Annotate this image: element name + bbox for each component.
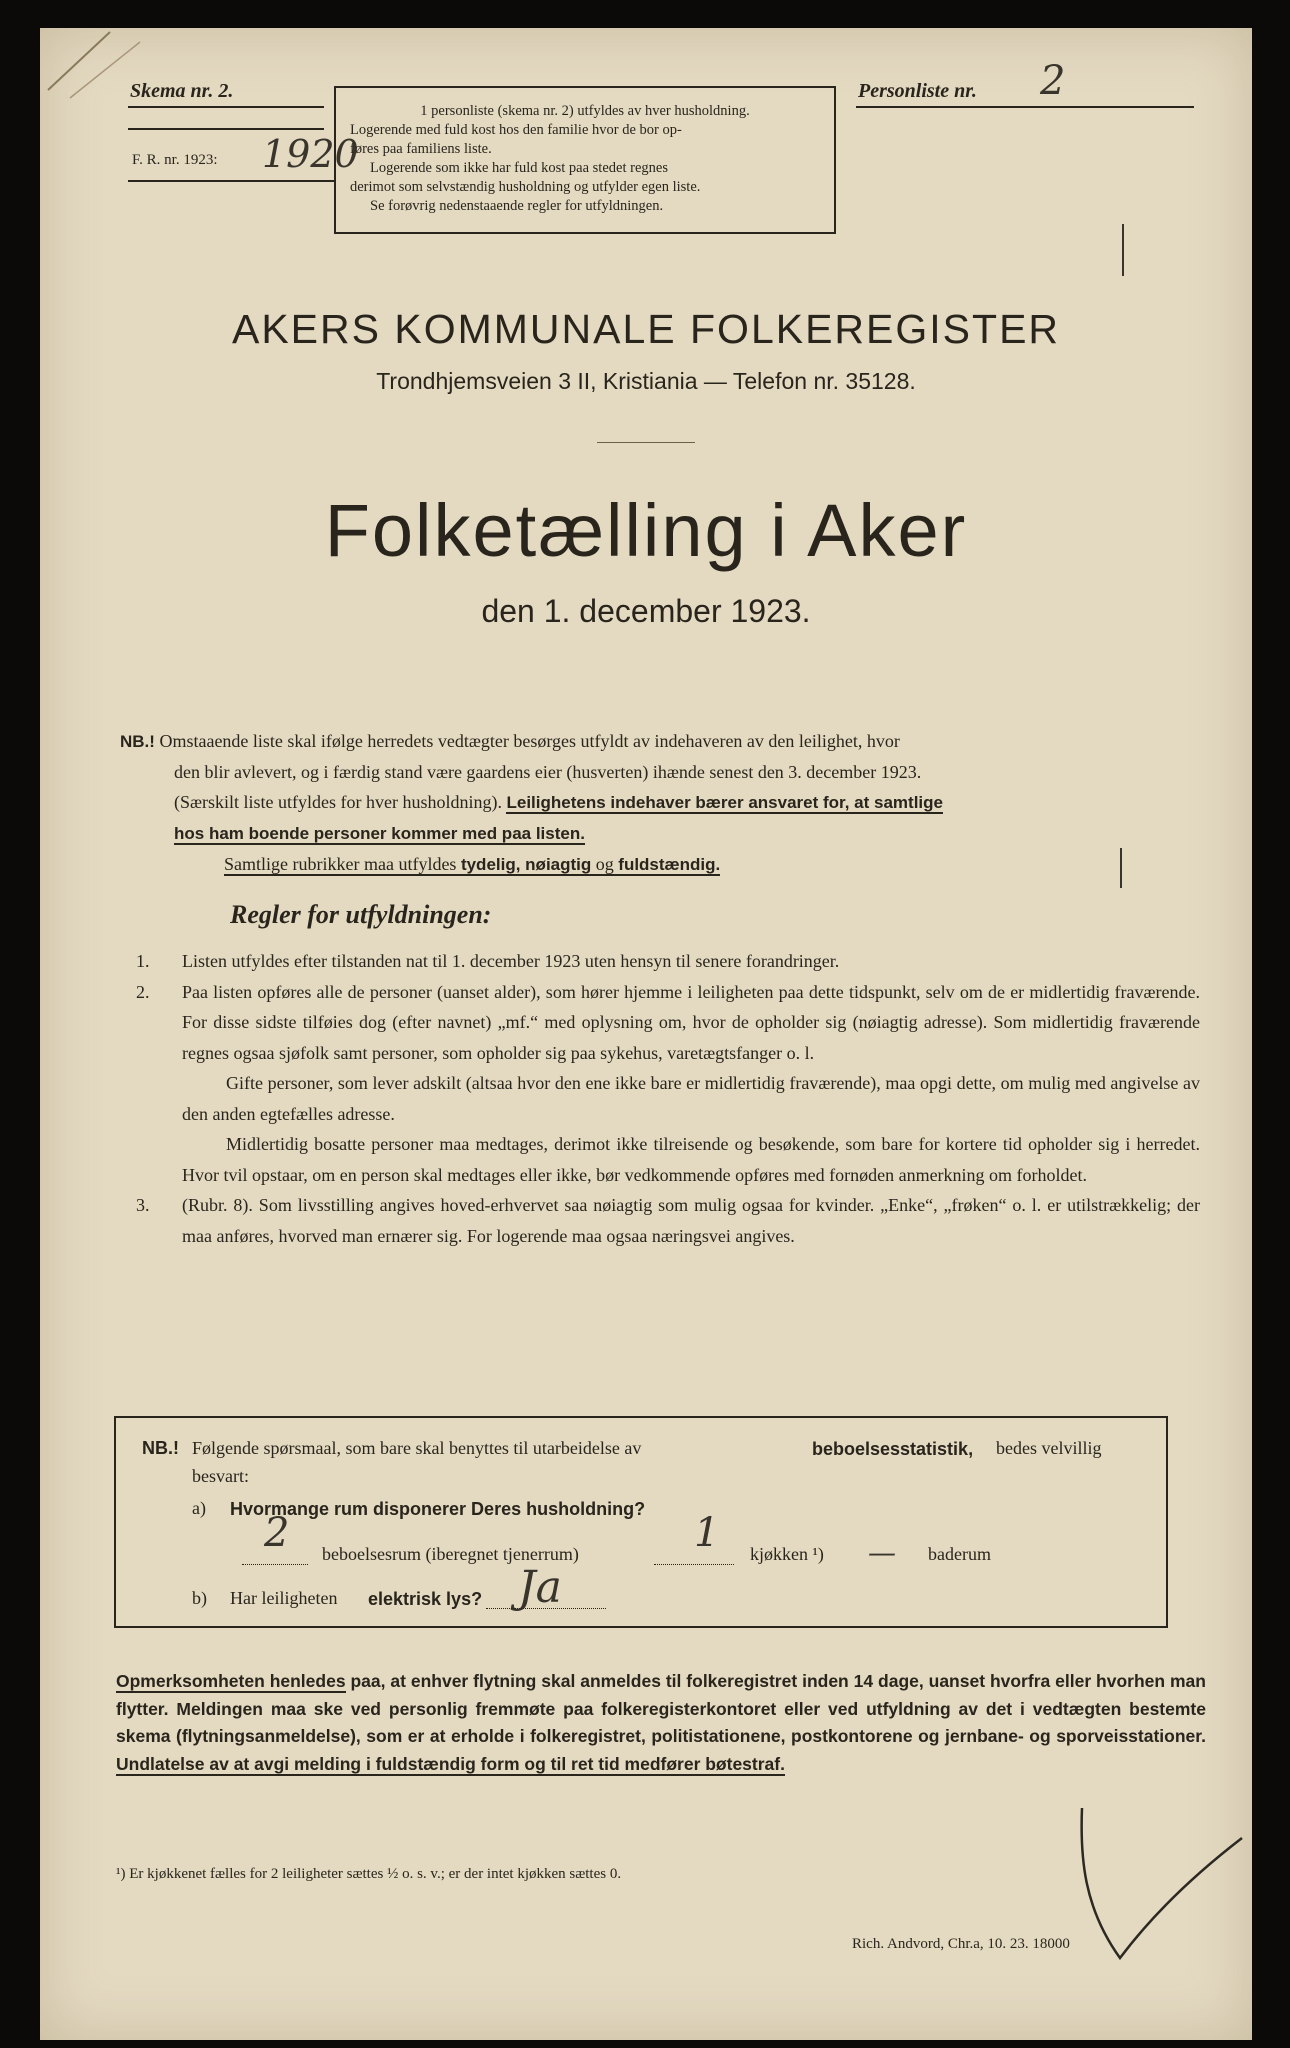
personliste-underline: [856, 106, 1194, 108]
corner-fold-icon: [40, 28, 150, 108]
rule-item: [136, 1129, 1200, 1190]
rule-item: [136, 1068, 1200, 1129]
nb-emphasis: hos ham boende personer kommer med paa listen.: [174, 824, 585, 843]
rule-text: Midlertidig bosatte personer maa medtages, derimot ikke tilreisende og besøkende, som bare for kortere tid opholder sig i herredet. Hvor tvil opstaar, om en person skal medtages eller ikke, bør vedkommende opføres med fornøden anmerkning om forholdet.: [182, 1134, 1200, 1185]
personliste-label: Personliste nr.: [858, 80, 977, 102]
nb2-intro-end: besvart:: [192, 1466, 249, 1486]
skema-number: Skema nr. 2.: [130, 80, 234, 102]
fr-number-label: F. R. nr. 1923:: [132, 152, 218, 168]
rule-text: (Rubr. 8). Som livsstilling angives hoved-erhvervet saa nøiagtig som mulig ogsaa for kvinder. „Enke“, „frøken“ o. l. er utilstrækkelig; der maa anføres, hvorved man ernærer sig. For logerende maa ogsaa næringsvei angives.: [182, 1195, 1200, 1246]
question-b: Har leiligheten: [230, 1588, 338, 1608]
info-line: Logerende som ikke har fuld kost paa stedet regnes: [370, 160, 668, 176]
info-line: Logerende med fuld kost hos den familie hvor de bor op-: [350, 122, 682, 138]
rule-item: [136, 946, 1200, 977]
rule-number: 3.: [136, 1195, 150, 1215]
nb-emphasis: fuldstændig.: [618, 855, 721, 874]
moving-notice: [116, 1668, 1206, 1778]
info-line: Se forøvrig nedenstaaende regler for utfyldningen.: [370, 198, 664, 214]
rule-item: [136, 977, 1200, 1069]
rule-text: Gifte personer, som lever adskilt (altsaa hvor den ene ikke bare er midlertidig fraværende), maa opgi dette, om mulig med angivelse av den anden egtefælles adresse.: [182, 1073, 1200, 1124]
electric-light-value: Ja: [518, 1562, 562, 1613]
rooms-label: beboelsesrum (iberegnet tjenerrum): [322, 1544, 579, 1564]
nb-text: den blir avlevert, og i færdig stand være gaardens eier (husverten) ihænde senest den 3. december 1923.: [174, 762, 922, 782]
page-title: Folketælling i Aker: [324, 489, 968, 572]
fr-underline: [128, 180, 334, 182]
nb-text: Samtlige rubrikker maa utfyldes: [224, 854, 457, 874]
rule-text: Listen utfyldes efter tilstanden nat til 1. december 1923 uten hensyn til senere forandringer.: [182, 951, 840, 971]
margin-mark: [1122, 224, 1124, 276]
check-mark-icon: [1060, 1798, 1250, 1978]
kitchen-label: kjøkken ¹): [750, 1544, 824, 1564]
notice-penalty: Undlatelse av at avgi melding i fuldstændig form og til ret tid medfører bøtestraf.: [116, 1753, 785, 1774]
rules-heading: Regler for utfyldningen:: [230, 900, 492, 929]
info-line: derimot som selvstændig husholdning og utfylder egen liste.: [350, 179, 701, 195]
skema-underline: [128, 106, 324, 108]
nb2-intro-bold: beboelsesstatistik,: [812, 1439, 974, 1459]
dotted-line: [242, 1564, 308, 1566]
nb-label: NB.!: [120, 732, 155, 751]
info-line: føres paa familiens liste.: [350, 141, 492, 157]
kitchen-value: 1: [694, 1510, 720, 1556]
rule-number: 1.: [136, 951, 150, 971]
rule-item: [136, 1190, 1200, 1251]
org-name: AKERS KOMMUNALE FOLKEREGISTER: [231, 306, 1061, 352]
org-address: Trondhjemsveien 3 II, Kristiania — Telefon nr. 35128.: [376, 368, 916, 394]
dotted-line: [486, 1608, 606, 1610]
notice-text: paa, at enhver flytning skal anmeldes til folkeregistret inden 14 dage, uanset hvorfra eller hvorhen man flytter. Meldingen maa ske ved personlig fremmøte paa folkeregisterkontoret eller ved utfyldning av det i vedtægten bestemte skema (flytningsanmeldelse), som er at erholde i folkeregistret, politistationene, postkontorene og jernbane- og sporveisstationer.: [116, 1671, 1206, 1746]
question-b-bold: elektrisk lys?: [368, 1589, 483, 1609]
nb-emphasis: Leilighetens indehaver bærer ansvaret for, at samtlige: [506, 793, 943, 812]
nb2-intro-end: bedes velvillig: [996, 1438, 1102, 1458]
divider: [597, 442, 695, 443]
census-form-page: [40, 28, 1252, 2040]
rules-list: [136, 946, 1200, 1251]
nb2-label: NB.!: [142, 1438, 179, 1458]
footnote: ¹) Er kjøkkenet fælles for 2 leiligheter sættes ½ o. s. v.; er der intet kjøkken sættes 0.: [116, 1866, 622, 1882]
household-info-box: [334, 86, 836, 234]
personliste-value: 2: [1040, 58, 1066, 104]
housing-statistics-box: [114, 1416, 1168, 1628]
nb-instructions: [120, 726, 1200, 880]
info-line: 1 personliste (skema nr. 2) utfyldes av hver husholdning.: [420, 103, 750, 119]
skema-rule: [128, 128, 324, 130]
nb-text: Omstaaende liste skal ifølge herredets vedtægter besørges utfyldt av indehaveren av den leilighet, hvor: [159, 731, 900, 751]
dotted-line: [654, 1564, 734, 1566]
margin-mark: [1120, 848, 1122, 888]
bath-value: —: [868, 1536, 896, 1569]
rooms-value: 2: [264, 1510, 290, 1556]
nb-text: og: [595, 854, 614, 874]
notice-lead: Opmerksomheten henledes: [116, 1671, 346, 1691]
nb-emphasis: tydelig, nøiagtig: [460, 855, 592, 874]
nb-text: (Særskilt liste utfyldes for hver husholdning).: [174, 792, 502, 812]
rule-number: 2.: [136, 981, 150, 1002]
question-a-label: a): [192, 1498, 206, 1518]
fr-number-value: 1920: [262, 132, 359, 176]
nb2-intro: Følgende spørsmaal, som bare skal benyttes til utarbeidelse av: [192, 1438, 642, 1458]
printer-imprint: Rich. Andvord, Chr.a, 10. 23. 18000: [852, 1936, 1070, 1952]
rule-text: Paa listen opføres alle de personer (uanset alder), som hører hjemme i leiligheten paa dette tidspunkt, selv om de er midlertidig fraværende. For disse sidste tilføies dog (efter navnet) „mf.“ med oplysning om, hvor de opholder sig (nøiagtig adresse). Som midlertidig fraværende regnes ogsaa sjøfolk samt personer, som opholder sig paa sykehus, varetægtsfanger o. l.: [182, 981, 1200, 1063]
question-a: Hvormange rum disponerer Deres husholdning?: [230, 1499, 646, 1519]
question-b-label: b): [192, 1588, 207, 1608]
census-date: den 1. december 1923.: [481, 593, 811, 629]
bath-label: baderum: [928, 1544, 991, 1564]
